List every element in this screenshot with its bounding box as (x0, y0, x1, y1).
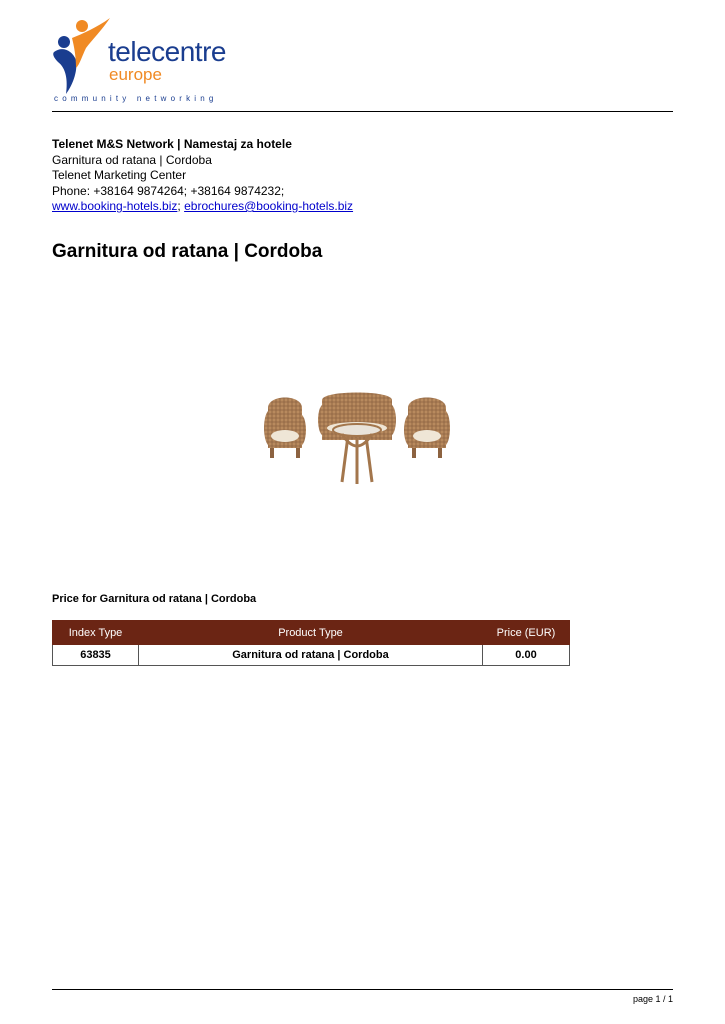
price-table (52, 620, 570, 666)
email-link[interactable]: ebrochures@booking-hotels.biz (184, 199, 354, 213)
telecentre-europe-logo (52, 16, 224, 108)
column-header-product: Product Type (139, 621, 483, 645)
table-row (53, 645, 570, 666)
website-link[interactable]: www.booking-hotels.biz (52, 199, 178, 213)
page-number: page 1 / 1 (632, 994, 673, 1004)
rattan-furniture-image (262, 388, 452, 488)
column-header-index: Index Type (53, 621, 139, 645)
cell-index: 63835 (53, 645, 139, 666)
company-info (52, 137, 353, 215)
price-heading: Price for Garnitura od ratana | Cordoba (52, 593, 257, 605)
marketing-center: Telenet Marketing Center (52, 168, 187, 182)
cell-product: Garnitura od ratana | Cordoba (139, 645, 483, 666)
logo-subtitle: europe (109, 65, 162, 84)
logo-wordmark: telecentre (108, 36, 226, 67)
link-separator: ; (177, 199, 181, 213)
cell-price: 0.00 (483, 645, 570, 666)
footer-divider (52, 989, 673, 990)
price-table-header (53, 621, 570, 645)
logo-tagline: community networking (54, 94, 218, 103)
header-divider (52, 111, 673, 112)
phone-line: Phone: +38164 9874264; +38164 9874232; (52, 183, 285, 198)
product-line: Garnitura od ratana | Cordoba (52, 152, 212, 167)
page-title: Garnitura od ratana | Cordoba (52, 241, 323, 262)
logo-figures-icon (52, 16, 112, 96)
links-line (52, 199, 353, 215)
column-header-price: Price (EUR) (483, 621, 570, 645)
company-name: Telenet M&S Network | Namestaj za hotele (52, 137, 292, 151)
